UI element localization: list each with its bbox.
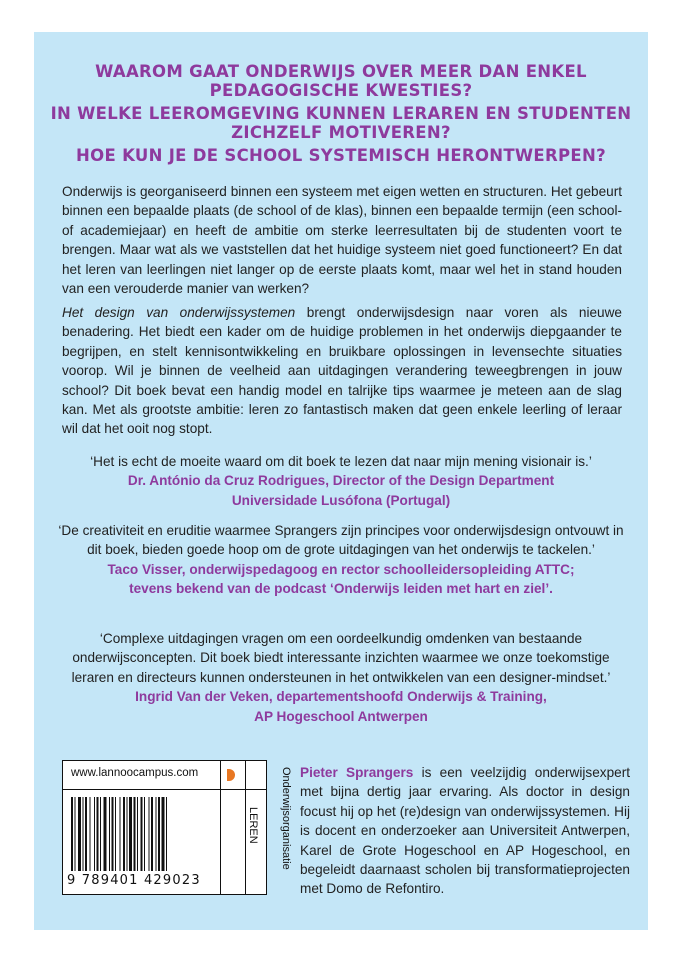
quote-attribution: Ingrid Van der Veken, departementshoofd Onderwijs & Training, [135, 689, 547, 705]
headline-2: IN WELKE LEEROMGEVING KUNNEN LERAREN EN STUDENTEN ZICHZELF MOTIVEREN? [50, 104, 632, 142]
quote-text: ‘Complexe uitdagingen vragen om een oordeelkundig omdenken van bestaande onderwijsconcepten. Dit boek biedt interessante inzichten waarmee we onze toekomstige leraren en directeurs kunnen ondersteunen in het ontwikkelen van een designer-mindset.’ [71, 631, 611, 685]
quote-attribution: Universidade Lusófona (Portugal) [231, 492, 451, 508]
divider [245, 761, 246, 894]
barcode-icon [71, 797, 215, 871]
quote-3 [54, 629, 628, 726]
publisher-url: www.lannoocampus.com [71, 767, 199, 779]
quote-1 [54, 452, 628, 510]
author-name: Pieter Sprangers [300, 765, 414, 780]
book-paragraph-text: brengt onderwijsdesign naar voren als nieuwe benadering. Het biedt een kader om de huidige problemen in het onderwijs diepgaander te begrijpen, en stelt kennisontwikkeling en bruikbare oplossingen in levensechte situaties voorop. Wil je binnen de veelheid aan uitdagingen verandering teweegbrengen in jouw school? Dit boek bevat een handig model en talrijke tips waarmee je meteen aan de slag kan. Met als grootste ambitie: leren zo fantastisch maken dat geen enkele leerling of leraar wil dat het ooit nog stopt. [62, 305, 622, 437]
author-bio [300, 763, 630, 899]
isbn-number: 9 789401 429023 [67, 873, 201, 888]
divider [63, 789, 266, 790]
divider [220, 761, 221, 894]
quote-attribution: Dr. António da Cruz Rodrigues, Director of the Design Department [127, 473, 555, 489]
back-cover [34, 32, 648, 930]
category-label: LEREN [247, 807, 259, 844]
intro-paragraph: Onderwijs is georganiseerd binnen een systeem met eigen wetten en structuren. Het gebeurt binnen een bepaalde plaats (de school of de klas), binnen een bepaalde termijn (een school- of academiejaar) en heeft de ambitie om sterke leerresultaten bij de studenten voort te brengen. Maar wat als we vaststellen dat het huidige systeem niet goed functioneert? En dat het leren van leerlingen niet langer op de eerste plaats komt, maar wel het in stand houden van een verouderde manier van werken? [62, 184, 622, 297]
quote-text: ‘De creativiteit en eruditie waarmee Sprangers zijn principes voor onderwijsdesign ontvouwt in dit boek, bieden goede hoop om de grote uitdagingen van het onderwijs te tackelen.’ [58, 523, 624, 558]
headline-3: HOE KUN JE DE SCHOOL SYSTEMISCH HERONTWERPEN? [76, 146, 606, 165]
book-paragraph [62, 303, 622, 439]
quote-attribution: AP Hogeschool Antwerpen [254, 708, 428, 724]
author-bio-text: is een veelzijdig onderwijsexpert met bijna dertig jaar ervaring. Als doctor in design focust hij op het (re)design van onderwijssystemen. Hij is docent en onderzoeker aan Universiteit Antwerpen, Karel de Grote Hogeschool en AP Hogeschool, en begeleidt daarnaast scholen bij transformatieprojecten met Domo de Refontiro. [300, 765, 630, 897]
book-title: Het design van onderwijssystemen [62, 305, 296, 320]
quote-text: ‘Het is echt de moeite waard om dit boek te lezen dat naar mijn mening visionair is.’ [90, 454, 592, 469]
quote-2 [54, 521, 628, 599]
subcategory-label: Onderwijsorganisatie [280, 767, 292, 870]
quote-attribution: tevens bekend van de podcast ‘Onderwijs leiden met hart en ziel’. [129, 581, 553, 597]
publisher-logo-icon [227, 769, 235, 781]
quote-attribution: Taco Visser, onderwijspedagoog en rector schoolleidersopleiding ATTC; [107, 561, 575, 577]
headline-1: WAAROM GAAT ONDERWIJS OVER MEER DAN ENKEL PEDAGOGISCHE KWESTIES? [95, 62, 587, 100]
barcode-box [62, 760, 292, 895]
